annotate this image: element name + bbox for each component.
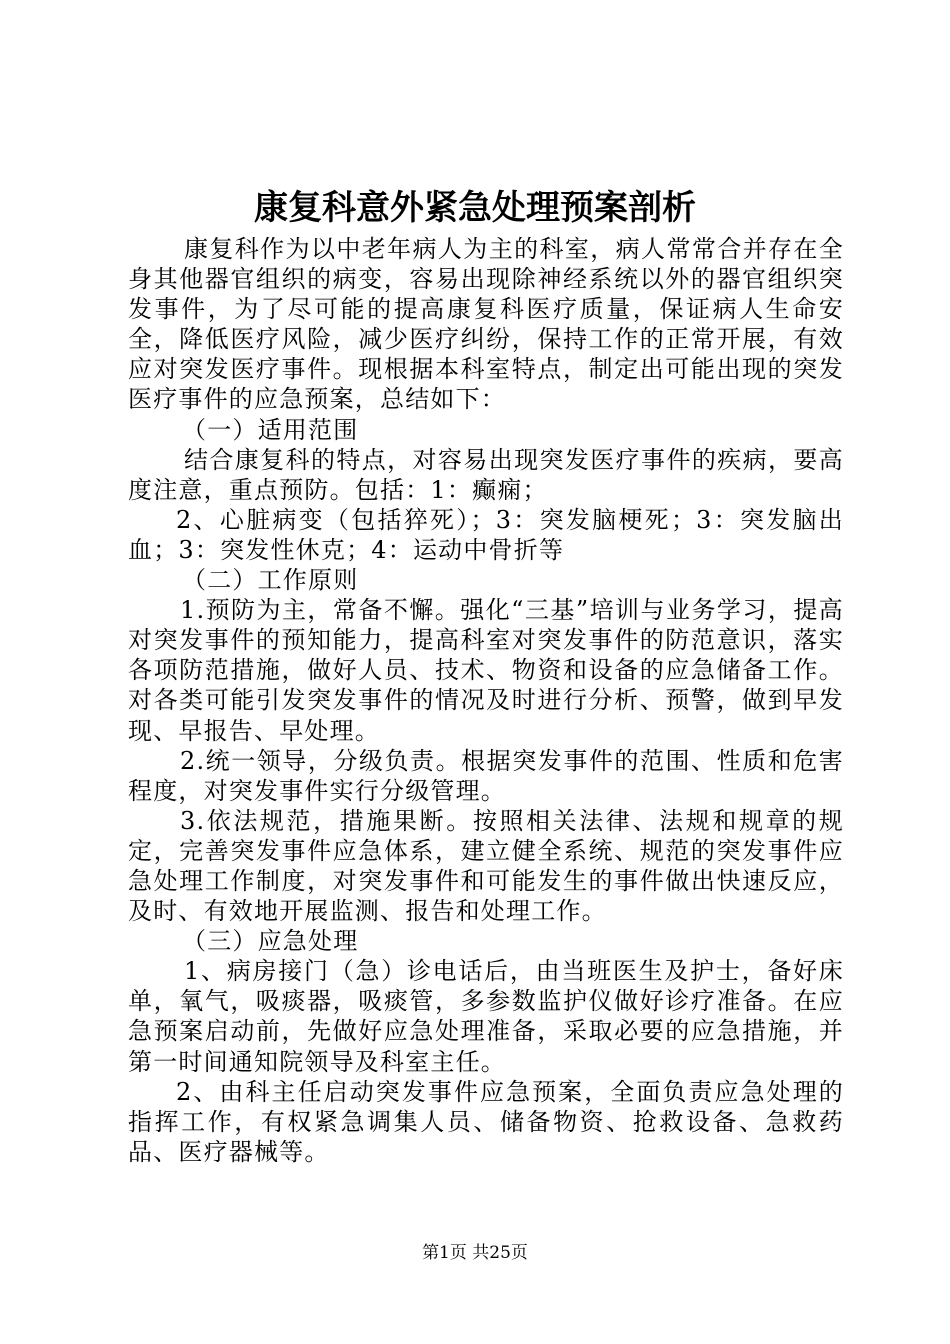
section-heading-emergency: （三）应急处理	[182, 927, 359, 956]
scope-list-paragraph: 2、心脏病变（包括猝死）；3：突发脑梗死；3：突发脑出血；3：突发性休克；4：运动中骨折等	[128, 505, 844, 564]
principle-3-paragraph: 3.依法规范，措施果断。按照相关法律、法规和规章的规定，完善突发事件应急体系，建立健全系统、规范的突发事件应急处理工作制度，对突发事件和可能发生的事件做出快速反应，及时、有效地开展监测、报告和处理工作。	[128, 806, 844, 926]
emergency-1-paragraph: 1、病房接门（急）诊电话后，由当班医生及护士，备好床单，氧气，吸痰器，吸痰管，多参数监护仪做好诊疗准备。在应急预案启动前，先做好应急处理准备，采取必要的应急措施，并第一时间通知院领导及科室主任。	[128, 957, 844, 1076]
document-body	[128, 234, 844, 1167]
intro-paragraph: 康复科作为以中老年病人为主的科室，病人常常合并存在全身其他器官组织的病变，容易出现除神经系统以外的器官组织突发事件，为了尽可能的提高康复科医疗质量，保证病人生命安全，降低医疗风险，减少医疗纠纷，保持工作的正常开展，有效应对突发医疗事件。现根据本科室特点，制定出可能出现的突发医疗事件的应急预案，总结如下：	[128, 235, 844, 414]
section-heading-scope: （一）适用范围	[182, 415, 359, 444]
document-title: 康复科意外紧急处理预案剖析	[254, 188, 696, 228]
principle-1-paragraph: 1.预防为主，常备不懈。强化“三基”培训与业务学习，提高对突发事件的预知能力，提高科室对突发事件的防范意识，落实各项防范措施，做好人员、技术、物资和设备的应急储备工作。对各类可能引发突发事件的情况及时进行分析、预警，做到早发现、早报告、早处理。	[128, 596, 844, 745]
scope-paragraph: 结合康复科的特点，对容易出现突发医疗事件的疾病，要高度注意，重点预防。包括：1：癫痫；	[128, 445, 844, 504]
emergency-2-paragraph: 2、由科主任启动突发事件应急预案，全面负责应急处理的指挥工作，有权紧急调集人员、储备物资、抢救设备、急救药品、医疗器械等。	[128, 1077, 844, 1166]
section-heading-principles: （二）工作原则	[182, 566, 359, 595]
page-footer: 第1页 共25页	[422, 1243, 528, 1263]
principle-2-paragraph: 2.统一领导，分级负责。根据突发事件的范围、性质和危害程度，对突发事件实行分级管理。	[128, 746, 844, 805]
